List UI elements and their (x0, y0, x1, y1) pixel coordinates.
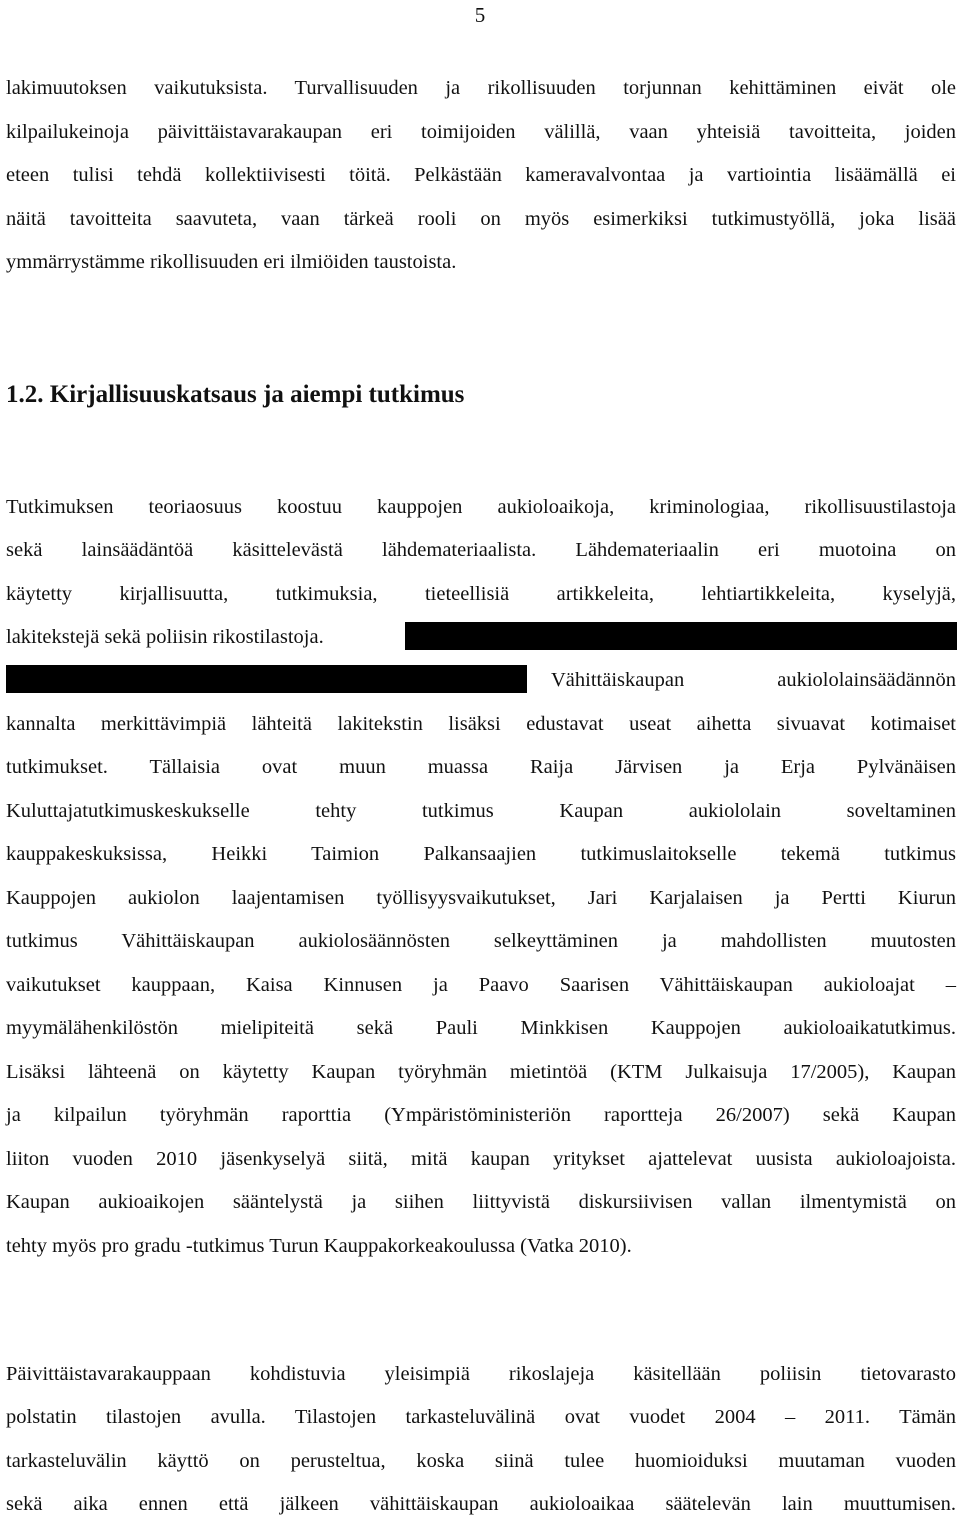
text-line: eteen tulisi tehdä kollektiivisesti töitä. Pelkästään kameravalvontaa ja vartiointia lisäämällä ei (6, 164, 956, 186)
text-line: Kuluttajatutkimuskeskukselle tehty tutkimus Kaupan aukiololain soveltaminen (6, 800, 956, 822)
text-line: tutkimus Vähittäiskaupan aukiolosäännösten selkeyttäminen ja mahdollisten muutosten (6, 930, 956, 952)
text-line: ymmärrystämme rikollisuuden eri ilmiöiden taustoista. (6, 251, 457, 273)
text-line: kilpailukeinoja päivittäistavarakaupan eri toimijoiden välillä, vaan yhteisiä tavoitteita, joiden (6, 121, 956, 143)
redaction-block (405, 622, 957, 650)
text-line: tehty myös pro gradu -tutkimus Turun Kauppakorkeakoulussa (Vatka 2010). (6, 1235, 632, 1257)
text-line: liiton vuoden 2010 jäsenkyselyä siitä, mitä kaupan yritykset ajattelevat uusista aukioloajoista. (6, 1148, 956, 1170)
text-line: kauppakeskuksissa, Heikki Taimion Palkansaajien tutkimuslaitokselle tekemä tutkimus (6, 843, 956, 865)
section-heading: 1.2. Kirjallisuuskatsaus ja aiempi tutkimus (6, 381, 465, 408)
text-line: ja kilpailun työryhmän raporttia (Ympäristöministeriön raportteja 26/2007) sekä Kaupan (6, 1104, 956, 1126)
redaction-block (6, 665, 527, 693)
text-line: Päivittäistavarakauppaan kohdistuvia yleisimpiä rikoslajeja käsitellään poliisin tietovarasto (6, 1363, 956, 1385)
text-line: tutkimukset. Tällaisia ovat muun muassa Raija Järvisen ja Erja Pylvänäisen (6, 756, 956, 778)
text-line: käytetty kirjallisuutta, tutkimuksia, tieteellisiä artikkeleita, lehtiartikkeleita, kyselyjä, (6, 583, 956, 605)
text-line: Kauppojen aukiolon laajentamisen työllisyysvaikutukset, Jari Karjalaisen ja Pertti Kiurun (6, 887, 956, 909)
text-line: tarkasteluvälin käyttö on perusteltua, koska siinä tulee huomioiduksi muutaman vuoden (6, 1450, 956, 1472)
text-line: myymälähenkilöstön mielipiteitä sekä Pauli Minkkisen Kauppojen aukioloaikatutkimus. (6, 1017, 956, 1039)
text-line: sekä lainsäädäntöä käsittelevästä lähdemateriaalista. Lähdemateriaalin eri muotoina on (6, 539, 956, 561)
text-line: Kaupan aukioaikojen sääntelystä ja siihen liittyvistä diskursiivisen vallan ilmentymistä on (6, 1191, 956, 1213)
text-line: sekä aika ennen että jälkeen vähittäiskaupan aukioloaikaa säätelevän lain muuttumisen. (6, 1493, 956, 1515)
text-line: Vähittäiskaupan aukiololainsäädännön (551, 669, 956, 691)
text-line: vaikutukset kauppaan, Kaisa Kinnusen ja Paavo Saarisen Vähittäiskaupan aukioloajat – (6, 974, 956, 996)
page-number: 5 (474, 3, 486, 27)
text-line: lakimuutoksen vaikutuksista. Turvallisuuden ja rikollisuuden torjunnan kehittäminen eivät ole (6, 77, 956, 99)
text-line: polstatin tilastojen avulla. Tilastojen tarkasteluvälinä ovat vuodet 2004 – 2011. Tämän (6, 1406, 956, 1428)
text-line: Tutkimuksen teoriaosuus koostuu kauppojen aukioloaikoja, kriminologiaa, rikollisuustilastoja (6, 496, 956, 518)
text-line: lakitekstejä sekä poliisin rikostilastoja. (6, 626, 324, 648)
text-line: Lisäksi lähteenä on käytetty Kaupan työryhmän mietintöä (KTM Julkaisuja 17/2005), Kaupan (6, 1061, 956, 1083)
text-line: kannalta merkittävimpiä lähteitä lakitekstin lisäksi edustavat useat aihetta sivuavat kotimaiset (6, 713, 956, 735)
text-line: näitä tavoitteita saavuteta, vaan tärkeä rooli on myös esimerkiksi tutkimustyöllä, joka lisää (6, 208, 956, 230)
